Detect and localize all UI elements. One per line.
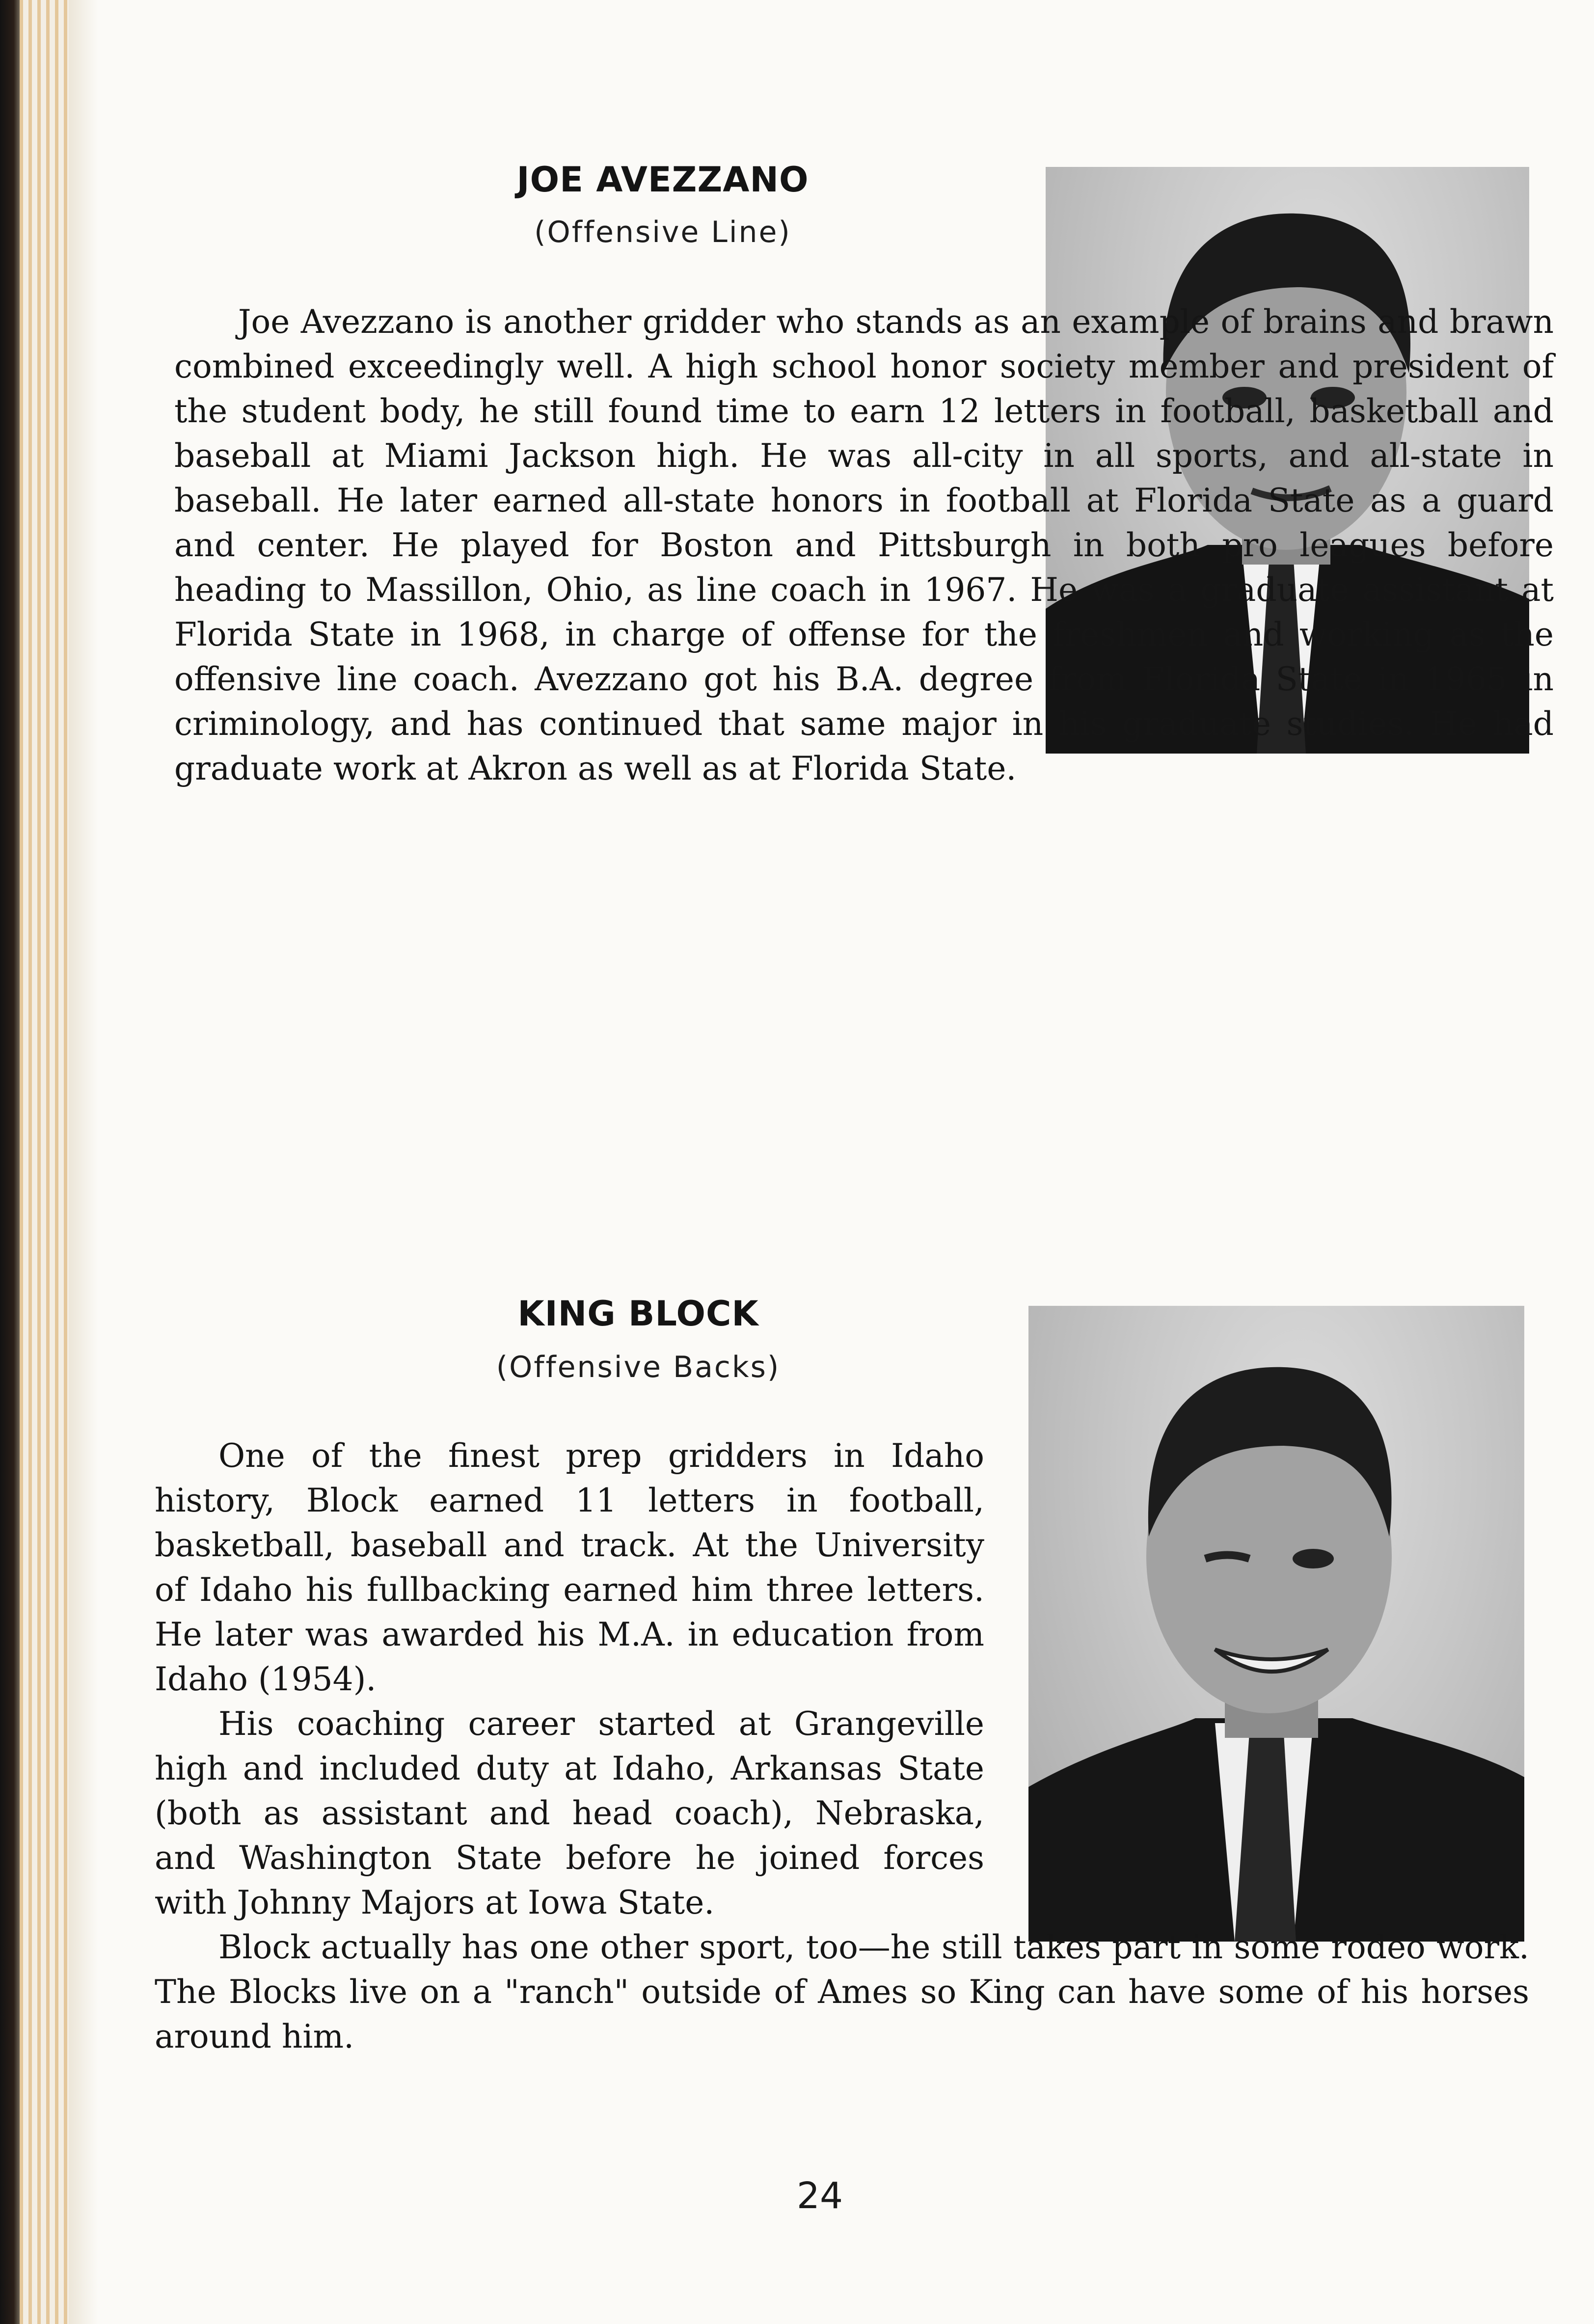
bio-paragraph: Block actually has one other sport, too—he still takes part in some rodeo work. The Blocks live on a "ranch" outside of Ames so King can have some of his horses around him.	[155, 1928, 1529, 2055]
coach-name-avezzano: JOE AVEZZANO	[516, 160, 809, 200]
coach-position-block: (Offensive Backs)	[496, 1350, 781, 1384]
page-edges	[20, 0, 69, 2324]
coach-position-avezzano: (Offensive Line)	[534, 215, 791, 249]
coach-bio-block	[155, 1433, 1529, 2059]
bio-paragraph: Joe Avezzano is another gridder who stands as an example of brains and brawn combined exceedingly well. A high school honor society member and president of the student body, he still found time to earn 12 letters in football, basketball and baseball at Miami Jackson high. He was all-city in all sports, and all-state in baseball. He later earned all-state honors in football at Florida State as a guard and center. He played for Boston and Pittsburgh in both pro leagues before heading to Massillon, Ohio, as line coach in 1967. He was a graduate assistant at Florida State in 1968, in charge of offense for the freshmen and working as the offensive line coach. Avezzano got his B.A. degree from Florida State in 1965 in criminology, and has continued that same major in his graduate studies. He had graduate work at Akron as well as at Florida State.	[174, 303, 1554, 787]
coach-photo-block	[1028, 1306, 1524, 1942]
bio-paragraph: One of the finest prep gridders in Idaho history, Block earned 11 letters in football, basketball, baseball and track. At the University of Idaho his fullbacking earned him three letters. He later was awarded his M.A. in education from Idaho (1954).	[155, 1437, 984, 1698]
coach-name-block: KING BLOCK	[517, 1294, 759, 1334]
page-number: 24	[796, 2175, 843, 2217]
book-binding-edge	[0, 0, 20, 2324]
coach-bio-avezzano	[174, 299, 1554, 791]
bio-paragraph: His coaching career started at Grangeville high and included duty at Idaho, Arkansas State (both as assistant and head coach), Nebraska, and Washington State before he joined forces with Johnny Majors at Iowa State.	[155, 1705, 984, 1921]
